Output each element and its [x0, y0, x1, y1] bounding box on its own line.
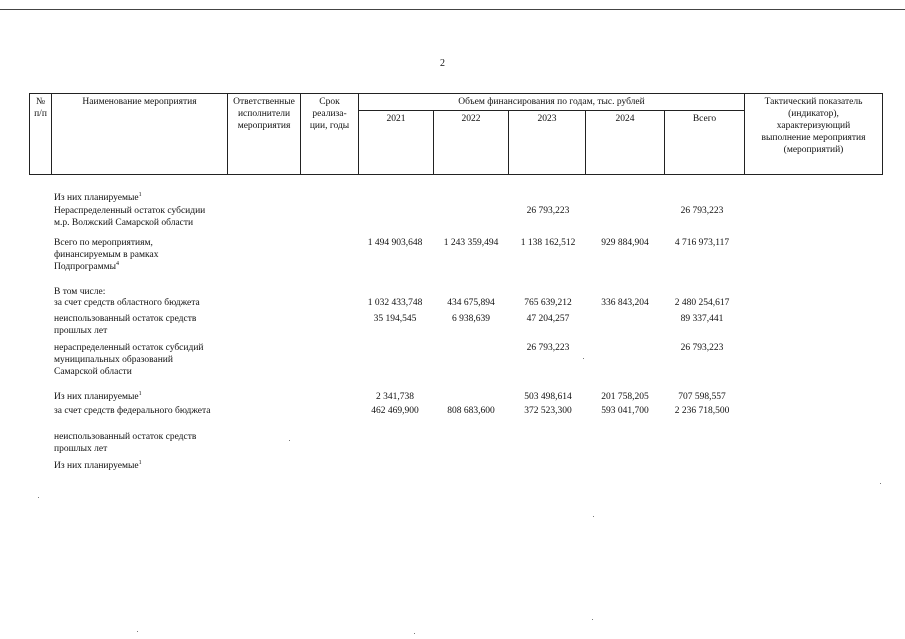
- header-responsible: Ответственные исполнители мероприятия: [233, 97, 295, 131]
- cell-value: 1 494 903,648: [367, 238, 423, 248]
- header-year-2021: 2021: [386, 114, 406, 124]
- header-term: Срок реализа- ции, годы: [309, 97, 350, 131]
- scan-speck: [289, 440, 290, 441]
- cell-value: 2 480 254,617: [674, 298, 730, 308]
- cell-value: 1 243 359,494: [443, 238, 499, 248]
- table-row-label: неиспользованный остаток средств прошлых лет: [54, 314, 197, 336]
- table-row-label: нераспределенный остаток субсидий муниципальных образований Самарской области: [54, 343, 204, 377]
- scan-speck: [880, 483, 881, 484]
- cell-value: 707 598,557: [678, 392, 726, 402]
- cell-value: 462 469,900: [371, 406, 419, 416]
- header-funding: Объем финансирования по годам, тыс. рублей: [458, 97, 645, 107]
- header-year-2022: 2022: [461, 114, 481, 124]
- header-year-2023: 2023: [537, 114, 557, 124]
- cell-value: 89 337,441: [680, 314, 724, 324]
- table-row-label: Из них планируемые$^1$: [54, 390, 142, 402]
- cell-value: 6 938,639: [452, 314, 490, 324]
- cell-value: 26 793,223: [680, 206, 724, 216]
- cell-value: 503 498,614: [524, 392, 572, 402]
- cell-value: 434 675,894: [447, 298, 495, 308]
- cell-value: 765 639,212: [524, 298, 572, 308]
- table-row-label: за счет средств федерального бюджета: [54, 406, 211, 416]
- cell-value: 1 032 433,748: [367, 298, 423, 308]
- cell-value: 929 884,904: [601, 238, 649, 248]
- scan-speck: [593, 516, 594, 517]
- cell-value: 4 716 973,117: [674, 238, 730, 248]
- cell-value: 2 341,738: [376, 392, 414, 402]
- header-indicator: Тактический показатель (индикатор), характеризующий выполнение мероприятия (мероприятий): [761, 97, 866, 155]
- cell-value: 1 138 162,512: [520, 238, 576, 248]
- header-num: № п/п: [34, 97, 47, 119]
- table-header: [29, 93, 883, 175]
- cell-value: 35 194,545: [373, 314, 417, 324]
- header-year-2024: 2024: [615, 114, 635, 124]
- scan-speck: [137, 631, 138, 632]
- cell-value: 47 204,257: [526, 314, 570, 324]
- cell-value: 26 793,223: [526, 206, 570, 216]
- top-rule: [0, 9, 905, 10]
- cell-value: 372 523,300: [524, 406, 572, 416]
- table-row-label: Всего по мероприятиям, финансируемым в рамках Подпрограммы$^4$: [54, 238, 159, 272]
- table-row-label: неиспользованный остаток средств прошлых лет: [54, 432, 197, 454]
- table-row-label: Нераспределенный остаток субсидии м.р. Волжский Самарской области: [54, 206, 206, 228]
- scan-speck: [592, 619, 593, 620]
- cell-value: 26 793,223: [680, 343, 724, 353]
- scan-speck: [414, 633, 415, 634]
- scan-speck: [583, 358, 584, 359]
- cell-value: 808 683,600: [447, 406, 495, 416]
- page-number: 2: [440, 58, 445, 69]
- cell-value: 593 041,700: [601, 406, 649, 416]
- header-name: Наименование мероприятия: [82, 97, 197, 107]
- header-total: Всего: [692, 114, 717, 124]
- scan-speck: [38, 497, 39, 498]
- table-row-label: за счет средств областного бюджета: [54, 298, 200, 308]
- cell-value: 336 843,204: [601, 298, 649, 308]
- table-row-label: В том числе:: [54, 287, 106, 297]
- table-row-label: Из них планируемые$^1$: [54, 459, 142, 471]
- cell-value: 26 793,223: [526, 343, 570, 353]
- cell-value: 2 236 718,500: [674, 406, 730, 416]
- cell-value: 201 758,205: [601, 392, 649, 402]
- table-row-label: Из них планируемые$^1$: [54, 191, 142, 203]
